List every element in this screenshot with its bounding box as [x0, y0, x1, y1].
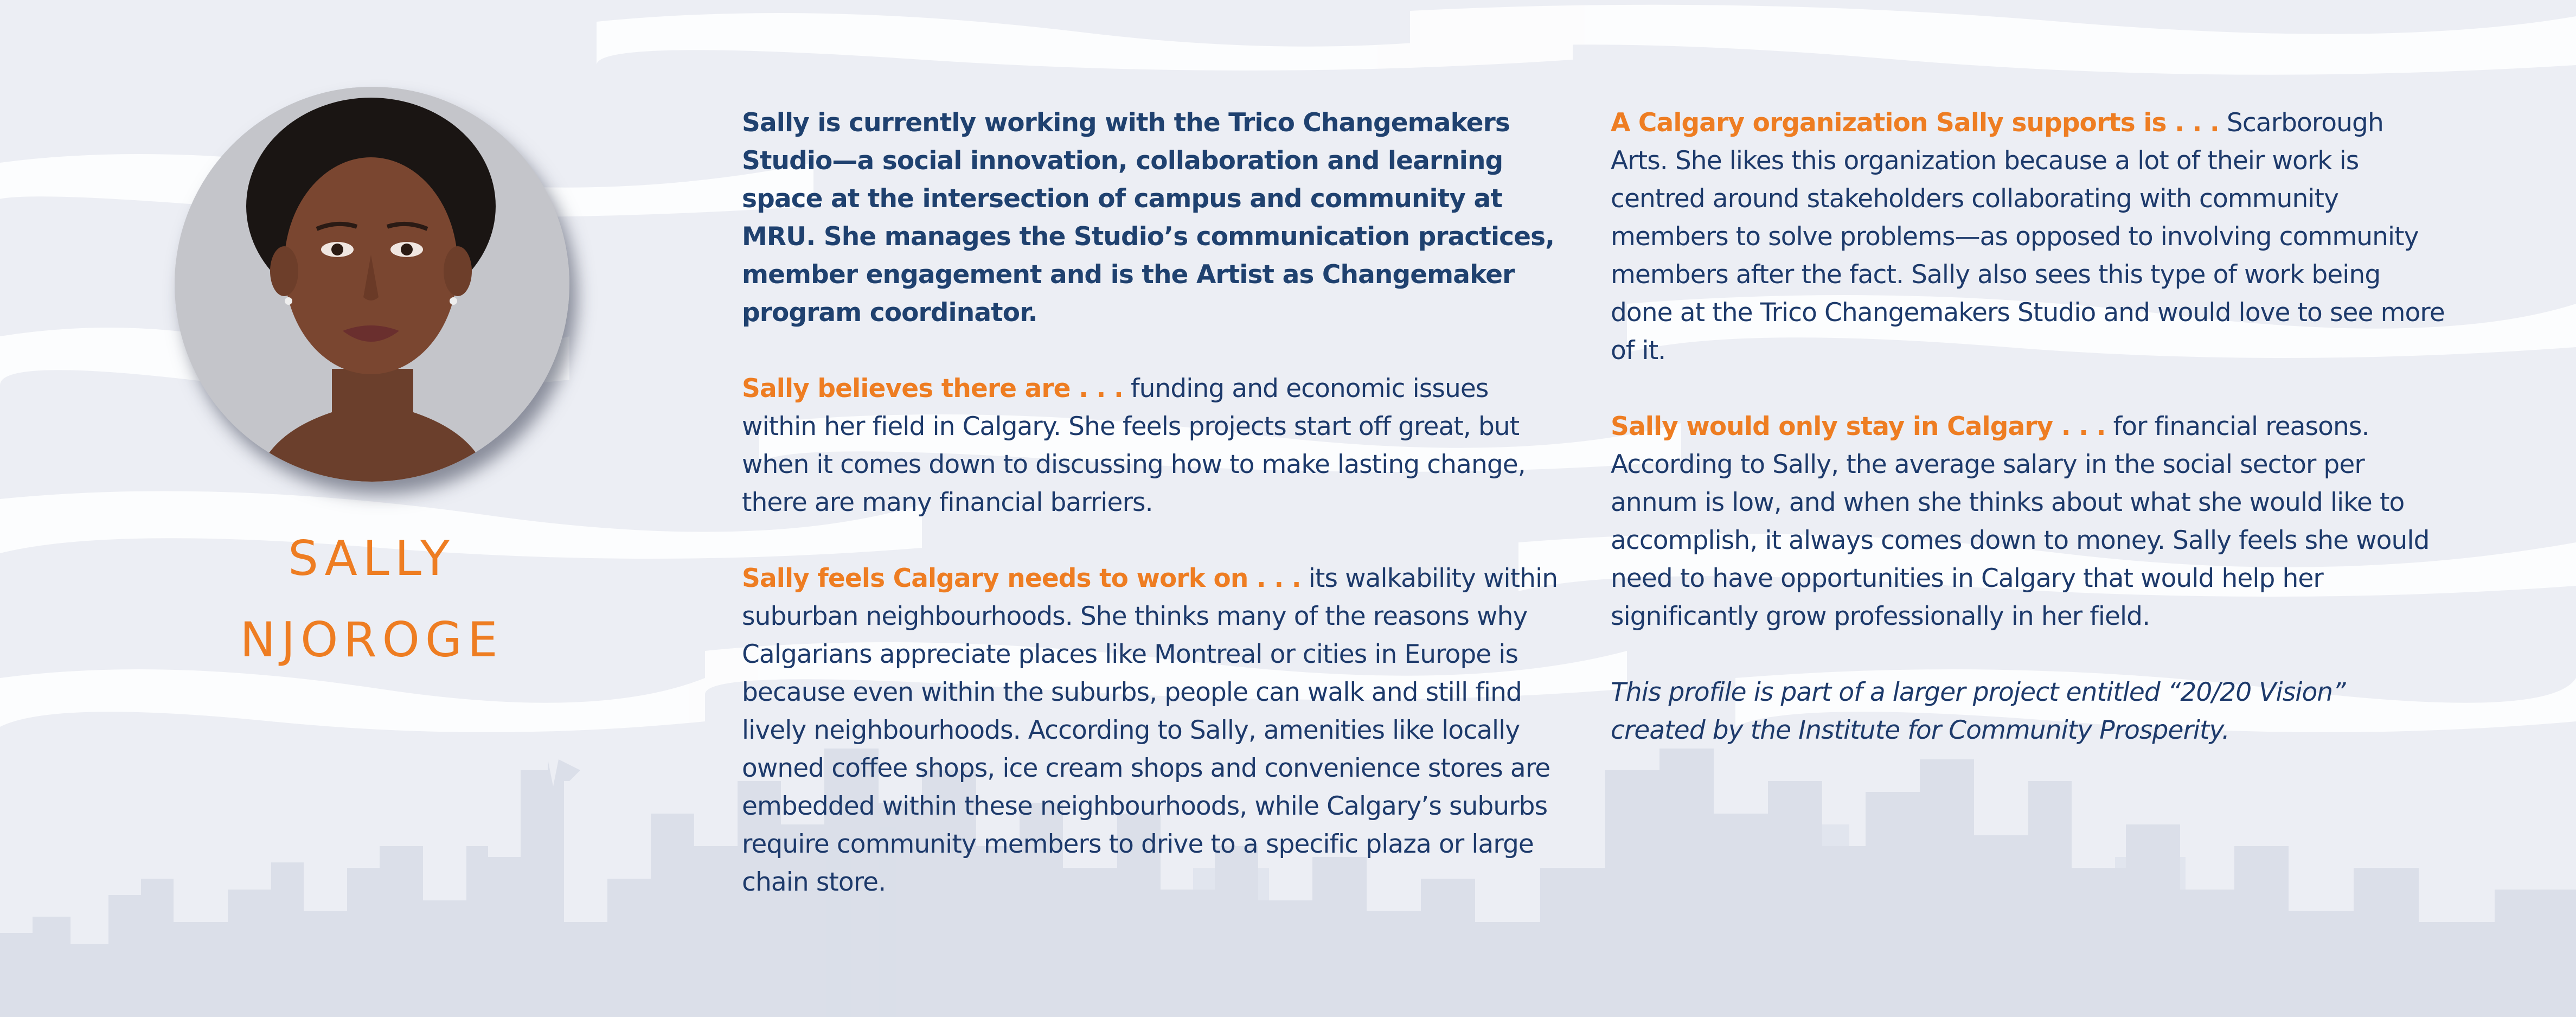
needs-paragraph — [742, 560, 1569, 901]
text-column-right — [1611, 104, 2446, 788]
stay-lead: Sally would only stay in Calgary . . . — [1611, 412, 2106, 442]
profile-first-name: SALLY — [288, 530, 455, 586]
needs-lead: Sally feels Calgary needs to work on . . . — [742, 564, 1301, 593]
stay-text: for financial reasons. According to Sally, the average salary in the social sector per annum is low, and when she thinks about what she would like to accomplish, it always comes down to money. Sally feels she would need to have opportunities in Calgary that would help her significantly grow professionally in her field. — [1611, 412, 2430, 631]
profile-photo — [175, 87, 569, 482]
stay-paragraph — [1611, 408, 2446, 636]
credit-note: This profile is part of a larger project entitled “20/20 Vision” created by the Institute for Community Prosperity. — [1611, 677, 2346, 745]
profile-last-name: NJOROGE — [240, 612, 503, 668]
text-column-middle — [742, 104, 1569, 939]
believes-text: funding and economic issues within her field in Calgary. She feels projects start off great, but when it comes down to discussing how to make lasting change, there are many financial barriers. — [742, 374, 1526, 517]
organization-text: Scarborough Arts. She likes this organization because a lot of their work is centred around stakeholders collaborating with community members to solve problems—as opposed to involving community members after the fact. Sally also sees this type of work being done at the Trico Changemakers Studio and would love to see more of it. — [1611, 108, 2445, 366]
organization-paragraph — [1611, 104, 2446, 370]
believes-paragraph — [742, 370, 1569, 522]
believes-lead: Sally believes there are . . . — [742, 374, 1123, 404]
organization-lead: A Calgary organization Sally supports is . . . — [1611, 108, 2219, 138]
intro-paragraph: Sally is currently working with the Trico Changemakers Studio—a social innovation, collaboration and learning space at the intersection of campus and community at MRU. She manages the Studio’s communication practices, member engagement and is the Artist as Changemaker program coordinator. — [742, 108, 1555, 328]
portrait-image — [175, 87, 569, 482]
needs-text: its walkability within suburban neighbourhoods. She thinks many of the reasons why Calgarians appreciate places like Montreal or cities in Europe is because even within the suburbs, people can walk and still find lively neighbourhoods. According to Sally, amenities like locally owned coffee shops, ice cream shops and convenience stores are embedded within these neighbourhoods, while Calgary’s suburbs require community members to drive to a specific plaza or large chain store. — [742, 564, 1558, 897]
